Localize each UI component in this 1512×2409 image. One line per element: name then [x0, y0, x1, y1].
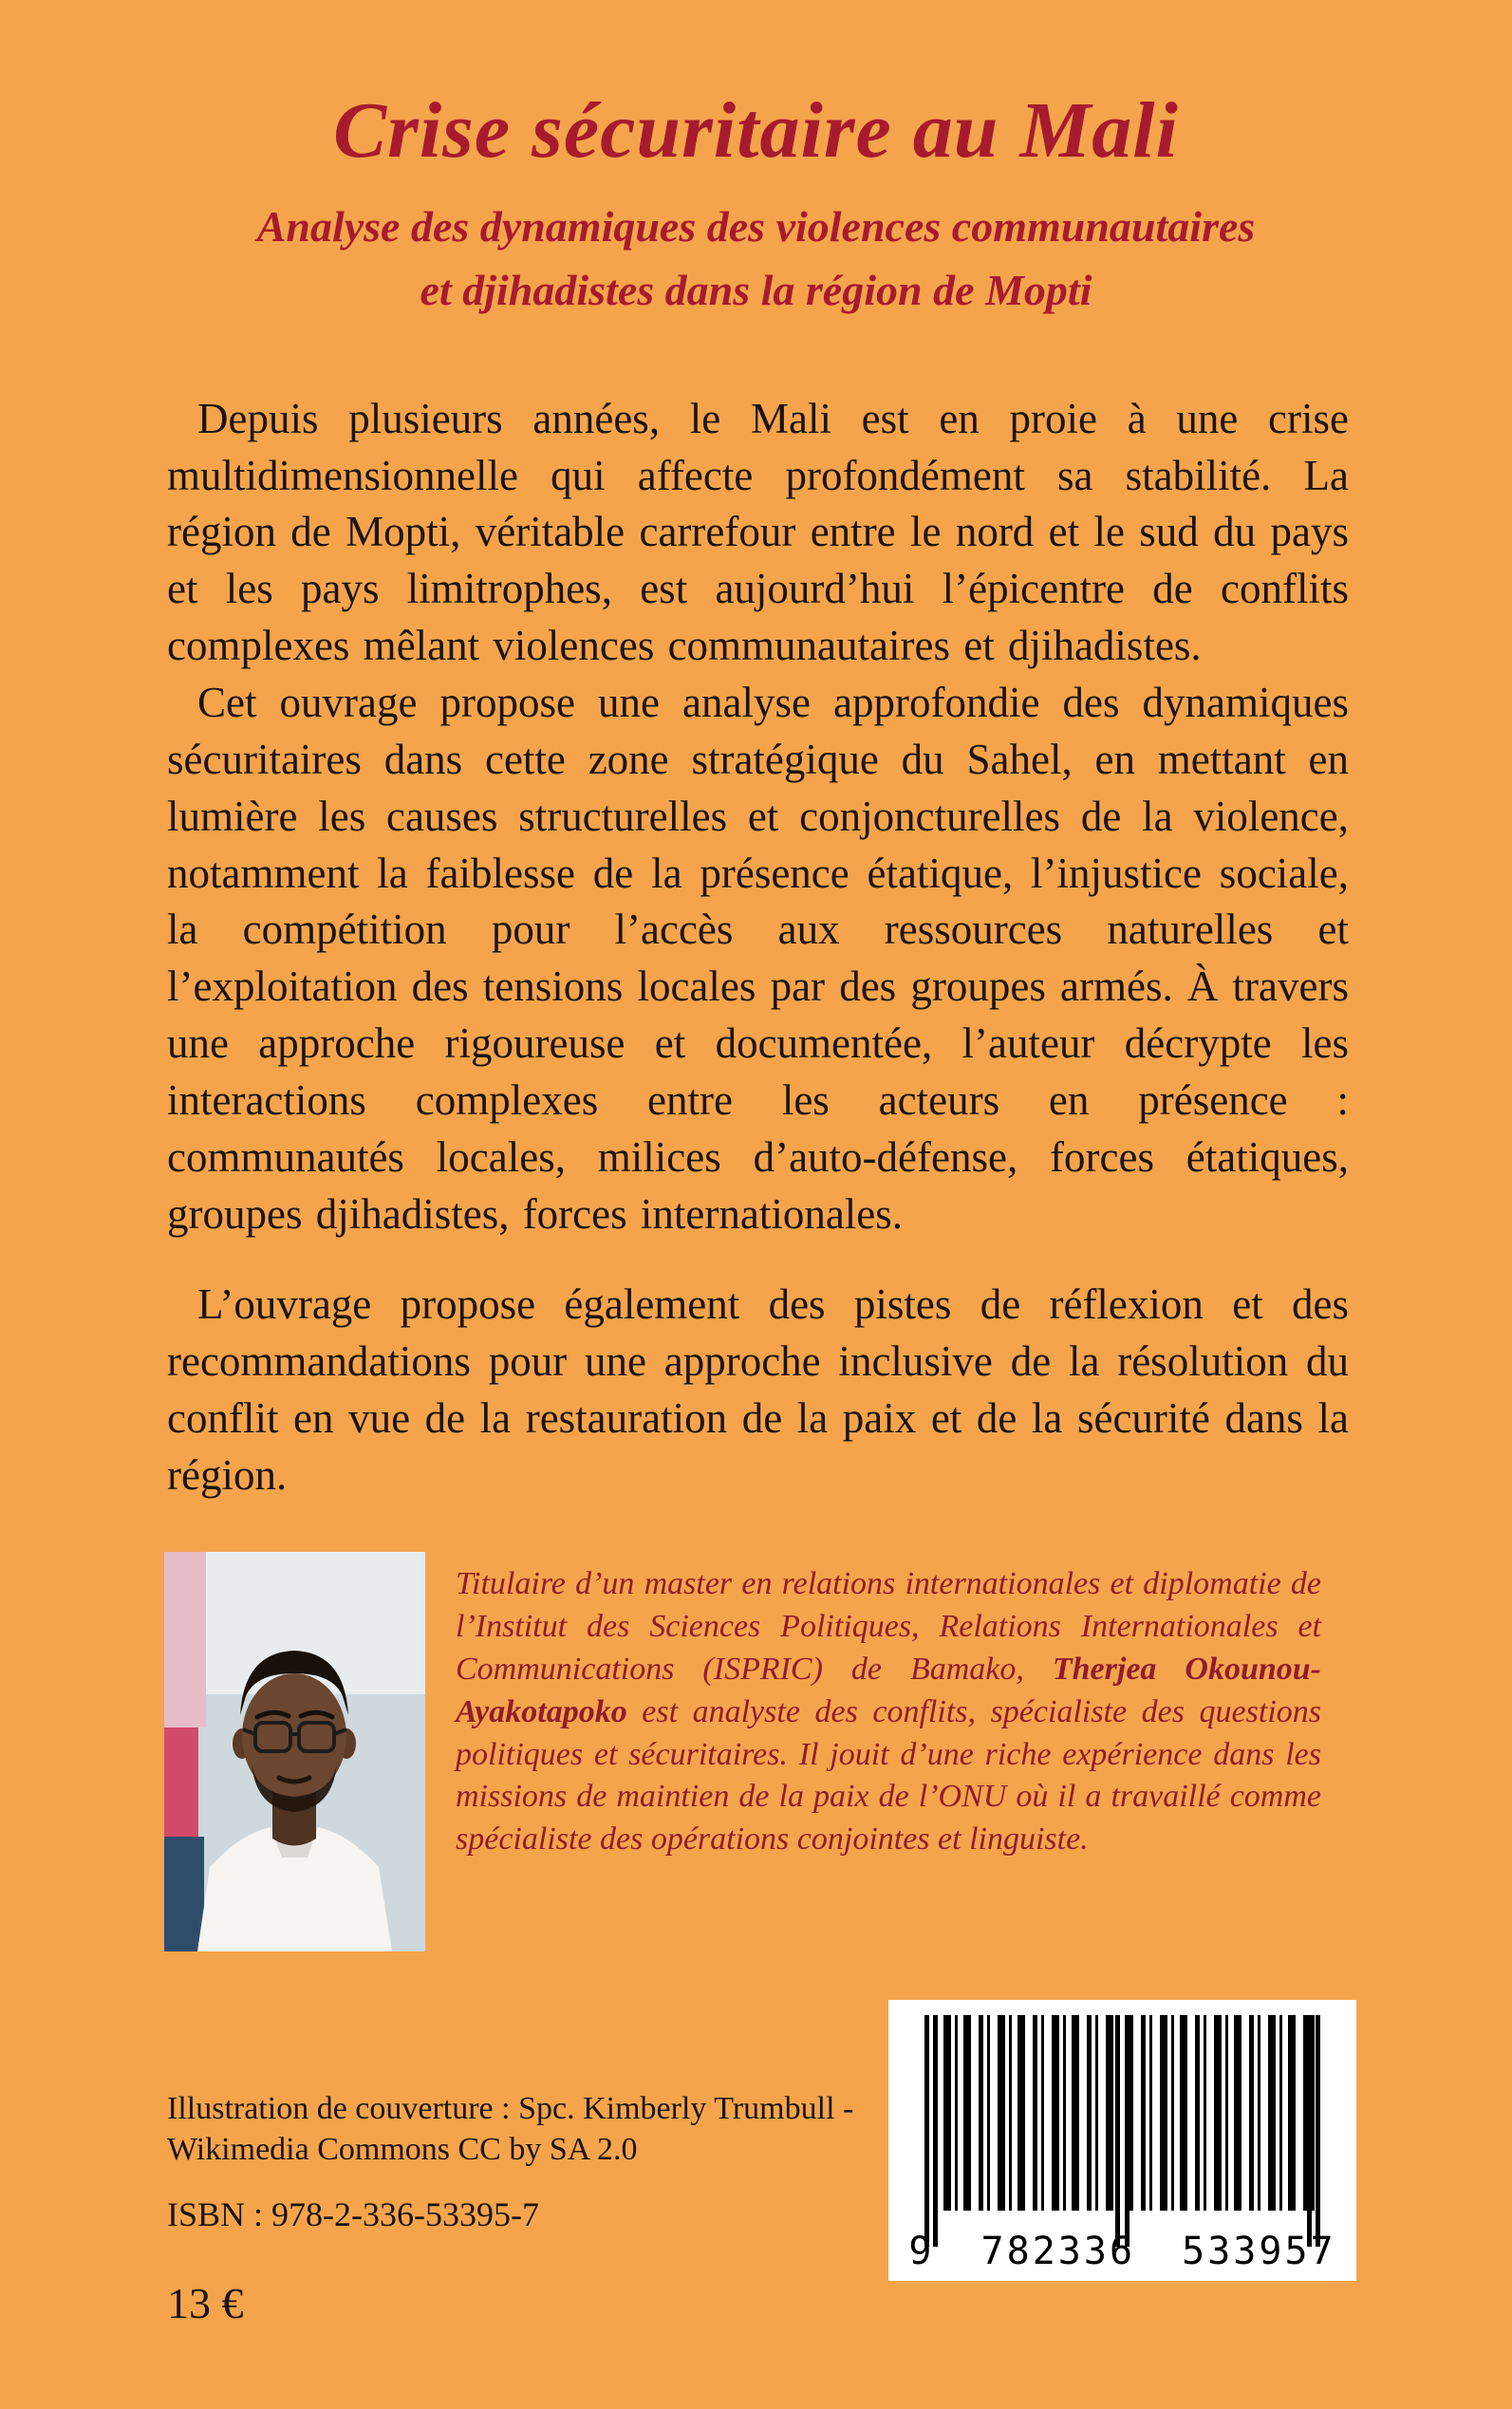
author-bio-text-cont: est analyste des conflits, spécialiste des questions politiques et sécuritaires. Il jouit d’une riche expérience dans les missions de maintien de la paix de l’ONU où il a travaillé comme spécialiste des opérations conjointes et linguiste.	[456, 1693, 1321, 1858]
book-subtitle-line1: Analyse des dynamiques des violences communautaires	[256, 202, 1256, 252]
price-text: 13 €	[167, 2279, 244, 2327]
author-bio-text: Titulaire d’un master en relations internationales et diplomatie de l’Institut des Sciences Politiques, Relations Internationales et Communications (ISPRIC) de Bamako,	[456, 1566, 1321, 1687]
author-name: Therjea Okounou-Ayakotapoko	[456, 1651, 1321, 1729]
barcode-guard	[1316, 2015, 1320, 2247]
author-photo	[164, 1552, 425, 1951]
synopsis-paragraph-3: L’ouvrage propose également des pistes de réflexion et des recommandations pour une approche inclusive de la résolution du conflit en vue de la restauration de la paix et de la sécurité dans la région.	[167, 1280, 1349, 1499]
book-subtitle-line2: et djihadistes dans la région de Mopti	[420, 266, 1092, 315]
barcode-guard	[933, 2015, 938, 2247]
barcode-guard	[1115, 2015, 1120, 2247]
synopsis-paragraph-1: Depuis plusieurs années, le Mali est en proie à une crise multidimensionnelle qui affecte profondément sa stabilité. La région de Mopti, véritable carrefour entre le nord et le sud du pays et les pays limitrophes, est aujourd’hui l’épicentre de conflits complexes mêlant violences communautaires et djihadistes.	[167, 394, 1349, 670]
author-section	[164, 1552, 1353, 1951]
barcode-bars	[924, 2015, 1320, 2211]
barcode	[888, 2000, 1356, 2281]
synopsis	[167, 391, 1349, 1504]
barcode-guard	[924, 2015, 929, 2247]
barcode-guard	[1125, 2015, 1129, 2247]
book-subtitle	[0, 196, 1512, 322]
cover-illustration-credit-line2: Wikimedia Commons CC by SA 2.0	[167, 2132, 638, 2168]
author-portrait-illustration	[164, 1552, 425, 1951]
cover-illustration-credit-line1: Illustration de couverture : Spc. Kimberly Trumbull -	[167, 2091, 854, 2126]
author-bio	[456, 1552, 1321, 1951]
barcode-guard	[1307, 2015, 1312, 2247]
cover-illustration-credit	[167, 2088, 853, 2170]
isbn-text: ISBN : 978-2-336-53395-7	[167, 2195, 539, 2233]
book-title: Crise sécuritaire au Mali	[333, 86, 1179, 175]
barcode-number: 9 782336 533957	[908, 2230, 1336, 2273]
synopsis-paragraph-2: Cet ouvrage propose une analyse approfondie des dynamiques sécuritaires dans cette zone stratégique du Sahel, en mettant en lumière les causes structurelles et conjoncturelles de la violence, notamment la faiblesse de la présence étatique, l’injustice sociale, la compétition pour l’accès aux ressources naturelles et l’exploitation des tensions locales par des groupes armés. À travers une approche rigoureuse et documentée, l’auteur décrypte les interactions complexes entre les acteurs en présence : communautés locales, milices d’auto-défense, forces étatiques, groupes djihadistes, forces internationales.	[167, 678, 1349, 1238]
